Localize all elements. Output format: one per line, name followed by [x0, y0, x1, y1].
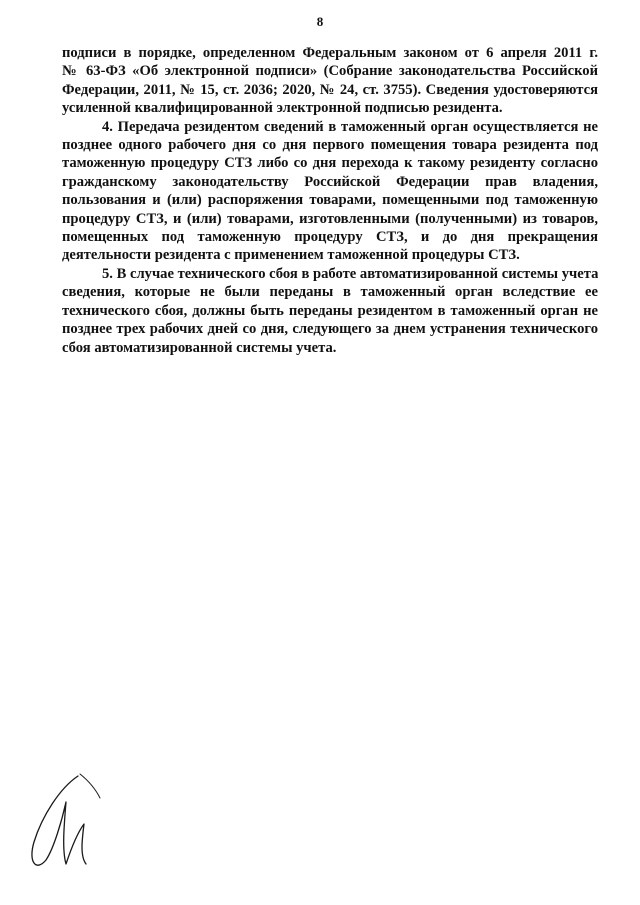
text-line: позднее одного рабочего дня со дня первого помещения товара резидента под: [62, 137, 598, 154]
paragraph-item-5: [62, 265, 598, 357]
paragraph-item-4: [62, 118, 598, 265]
page-number: 8: [316, 14, 324, 29]
text-line: деятельности резидента с применением таможенной процедуры СТЗ.: [62, 247, 520, 264]
text-line: Федерации, 2011, № 15, ст. 2036; 2020, № 24, ст. 3755). Сведения удостоверяются: [62, 81, 598, 98]
document-body: [62, 44, 598, 357]
text-line: № 63-ФЗ «Об электронной подписи» (Собрание законодательства Российской: [62, 63, 598, 80]
text-line: пользования и (или) распоряжения товарами, помещенными под таможенную: [62, 192, 598, 209]
text-line: позднее трех рабочих дней со дня, следующего за днем устранения технического: [62, 321, 598, 338]
text-line: таможенную процедуру СТЗ либо со дня перехода к такому резиденту согласно: [62, 155, 598, 172]
text-line: гражданскому законодательству Российской Федерации прав владения,: [62, 173, 598, 190]
text-line: процедуру СТЗ, и (или) товарами, изготовленными (полученными) из товаров,: [62, 210, 598, 227]
text-line: сбоя автоматизированной системы учета.: [62, 339, 337, 356]
text-line: помещенных под таможенную процедуру СТЗ, и до дня прекращения: [62, 229, 598, 246]
paragraph-continuation: [62, 44, 598, 118]
handwritten-signature: [20, 768, 110, 878]
text-line: подписи в порядке, определенном Федеральным законом от 6 апреля 2011 г.: [62, 45, 598, 61]
text-line: сведения, которые не были переданы в таможенный орган вследствие ее: [62, 284, 598, 301]
text-line: технического сбоя, должны быть переданы резидентом в таможенный орган не: [62, 302, 598, 319]
text-line: усиленной квалифицированной электронной подписью резидента.: [62, 100, 503, 117]
text-line: 5. В случае технического сбоя в работе автоматизированной системы учета: [102, 265, 598, 282]
text-line: 4. Передача резидентом сведений в таможенный орган осуществляется не: [102, 118, 598, 135]
